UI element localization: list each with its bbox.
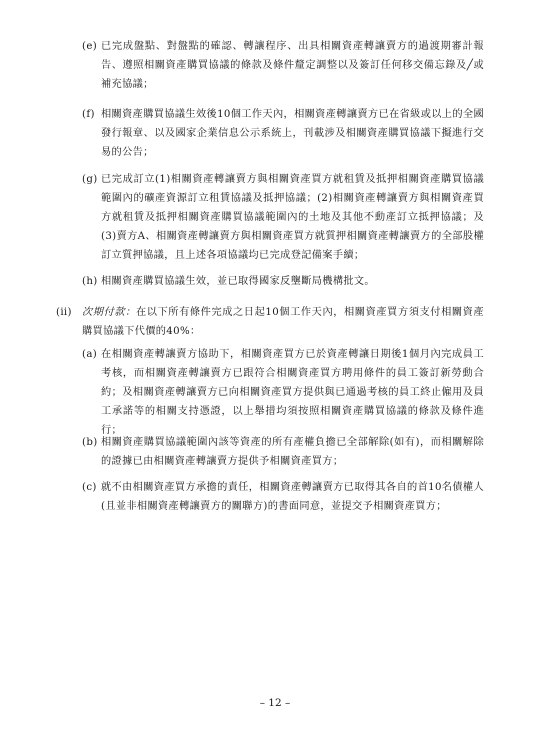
- condition-subitem-a: [82, 345, 484, 440]
- installment-section-ii: [56, 303, 484, 341]
- section-text: [82, 303, 484, 341]
- section-heading: 次期付款：: [82, 307, 136, 318]
- item-marker: (b): [82, 437, 98, 448]
- item-text: 相關資產購買協議範圍內該等資產的所有產權負擔已全部解除(如有)，而相關解除的證據已由相關資產轉讓賣方提供予相關資產買方；: [101, 437, 484, 467]
- item-text: 就不由相關資產買方承擔的責任，相關資產轉讓賣方已取得其各自的首10名債權人(且並非相關資產轉讓賣方的關聯方)的書面同意，並提交予相關資產買方；: [101, 482, 484, 512]
- item-text: 已完成訂立(1)相關資產轉讓賣方與相關資產買方就租賃及抵押相關資產購買協議範圍內的礦產資源訂立租賃協議及抵押協議；(2)相關資產轉讓賣方與相關資產買方就租賃及抵押相關資產購買協議範圍內的土地及其他不動產訂立抵押協議；及(3)賣方A、相關資產轉讓賣方與相關資產買方就質押相關資產轉讓賣方的全部股權訂立質押協議，且上述各項協議均已完成登記備案手續；: [101, 174, 484, 261]
- condition-subitem-b: [82, 433, 484, 471]
- item-marker: (h): [82, 276, 98, 287]
- condition-subitem-c: [82, 478, 484, 516]
- condition-item-g: [82, 170, 484, 265]
- item-marker: (c): [82, 482, 97, 493]
- item-text: 在相關資產轉讓賣方協助下，相關資產買方已於資產轉讓日期後1個月內完成員工考核，而相關資產轉讓賣方已跟符合相關資產買方聘用條件的員工簽訂新勞動合約；及相關資產轉讓賣方已向相關資產買方提供與已通過考核的員工終止僱用及員工承諾等的相關支持憑證，以上舉措均須按照相關資產購買協議的條款及條件進行；: [101, 349, 484, 436]
- condition-item-f: [82, 105, 484, 162]
- item-marker: (f): [82, 109, 95, 120]
- condition-item-e: [82, 37, 484, 94]
- item-text: 相關資產購買協議生效，並已取得國家反壟斷局機構批文。: [101, 276, 375, 287]
- condition-item-h: [82, 272, 484, 291]
- item-marker: (a): [82, 349, 98, 360]
- page-number: – 12 –: [259, 697, 291, 709]
- item-marker: (g): [82, 174, 98, 185]
- item-text: 已完成盤點、對盤點的確認、轉讓程序、出具相關資產轉讓賣方的過渡期審計報告、遵照相關資產購買協議的條款及條件釐定調整以及簽訂任何移交備忘錄及╱或補充協議；: [101, 41, 484, 90]
- section-body: 在以下所有條件完成之日起10個工作天內，相關資產買方須支付相關資產購買協議下代價的40%：: [82, 307, 484, 337]
- item-text: 相關資產購買協議生效後10個工作天內，相關資產轉讓賣方已在省級或以上的全國發行報章、以及國家企業信息公示系統上，刊載涉及相關資產購買協議下擬進行交易的公告；: [101, 109, 484, 158]
- item-marker: (e): [82, 41, 98, 52]
- section-marker: (ii): [56, 307, 72, 318]
